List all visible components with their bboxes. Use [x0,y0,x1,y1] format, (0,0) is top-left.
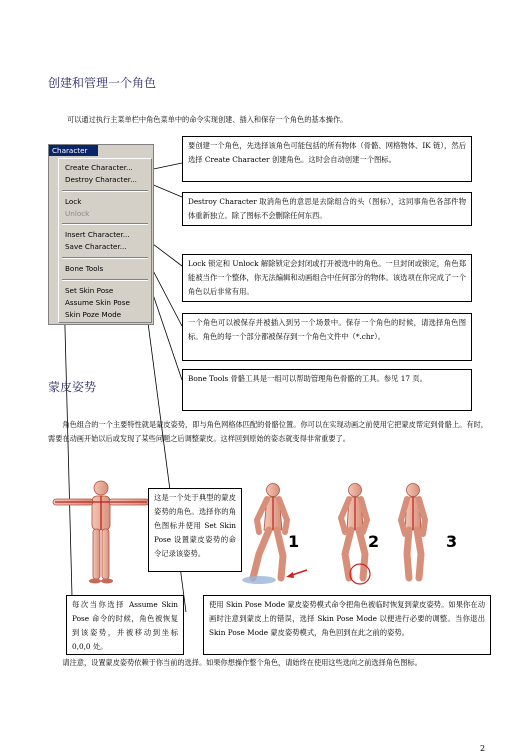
pose-sequence [242,484,425,585]
skin-pose-paragraph: 角色组合的一个主要特性就是蒙皮姿势，即与角色网格体匹配的骨骼位置。你可以在实现动画之前使用它把蒙皮帮定到骨骼上。有时，需要在动画开始以后或发现了某些问题之后调整蒙皮。这样回到原始的姿态就变得非常重要了。 [48,420,488,443]
intro-paragraph: 可以通过执行主菜单栏中角色菜单中的命令实现创建、插入和保存一个角色的基本操作。 [67,115,348,124]
pose-number-1: 1 [288,532,300,551]
callout-lock-unlock: Lock 锁定和 Unlock 解除锁定会封闭或打开被选中的角色。一旦封闭或锁定，角色郑能被当作一个整体，你无法编辑和动画组合中任何部分的物体。该选项在你完成了一个角色以后非常有用。 [182,254,472,302]
menu-item-lock[interactable]: Lock [65,197,82,206]
callout-typical-skin-pose: 这是一个处于典型的蒙皮姿势的角色。选择你的角色图标并使用 Set Skin Pose 设置蒙皮姿势的命令记录该姿势。 [148,488,242,572]
section-title-skin-pose: 蒙皮姿势 [48,380,97,394]
menu-item-unlock: Unlock [65,209,90,218]
character-menu [48,144,154,325]
menu-item-insert-character[interactable]: Insert Character... [65,230,130,239]
menu-separator [62,257,148,259]
callout-bone-tools: Bone Tools 骨骼工具是一组可以帮助管理角色骨骼的工具。参见 17 页。 [182,369,472,411]
callout-create-character: 要创建一个角色，先选择该角色可能包括的所有物体（骨骼、网格物体、IK 链），然后选择 Create Character 创建角色。这时会自动创建一个图标。 [182,136,472,182]
callout-insert-save: 一个角色可以被保存并被插入到另一个场景中。保存一个角色的时候，请选择角色图标。角色的每一个部分都被保存到一个角色文件中（*.chr）。 [182,313,472,361]
menu-item-bone-tools[interactable]: Bone Tools [65,264,104,273]
menu-item-assume-skin-pose[interactable]: Assume Skin Pose [65,298,130,307]
menu-item-create-character[interactable]: Create Character... [65,163,133,172]
callout-skin-pose-mode: 使用 Skin Pose Mode 蒙皮姿势模式命令把角色被临时恢复到蒙皮姿势。如果你在动画时注意到蒙皮上的错误，选择 Skin Pose Mode 以便进行必要的调整。当你退出 Skin Pose Mode 蒙皮姿势模式，角色回到在此之前的姿势。 [203,595,491,655]
menu-item-set-skin-pose[interactable]: Set Skin Pose [65,286,114,295]
menu-item-destroy-character[interactable]: Destroy Character... [65,175,137,184]
character-menu-dropdown [58,158,152,323]
pose-figure-2 [341,484,370,585]
red-arrowhead [286,572,294,578]
menu-separator [62,223,148,225]
section-title-create-character: 创建和管理一个角色 [48,76,157,90]
menu-separator [62,279,148,281]
menu-title-character[interactable]: Character [49,145,98,156]
pose-number-3: 3 [446,532,458,551]
pose-figure-3 [401,484,425,579]
character-pose-figures [45,474,495,590]
menu-item-skin-pose-mode[interactable]: Skin Poze Mode [65,310,122,319]
menu-separator [62,190,148,192]
pose-number-2: 2 [368,532,380,551]
callout-assume-skin-pose: 每次当你选择 Assume Skin Pose 命令的时候，角色被恢复到该姿势，并被移动到坐标 0,0,0 处。 [66,595,184,655]
menu-item-save-character[interactable]: Save Character... [65,242,127,251]
selection-note: 请注意，设置蒙皮姿势依赖于你当前的选择。如果你想操作整个角色，请始终在使用这些选向之前选择角色图标。 [62,658,422,667]
page-number: 2 [480,744,486,753]
pose-figure-1 [242,484,287,585]
t-pose-character [53,481,149,584]
callout-destroy-character: Destroy Character 取消角色的意思是去除组合的头（图标），这同事角色各部件物体重新独立。除了图标不会删除任何东西。 [182,192,472,226]
